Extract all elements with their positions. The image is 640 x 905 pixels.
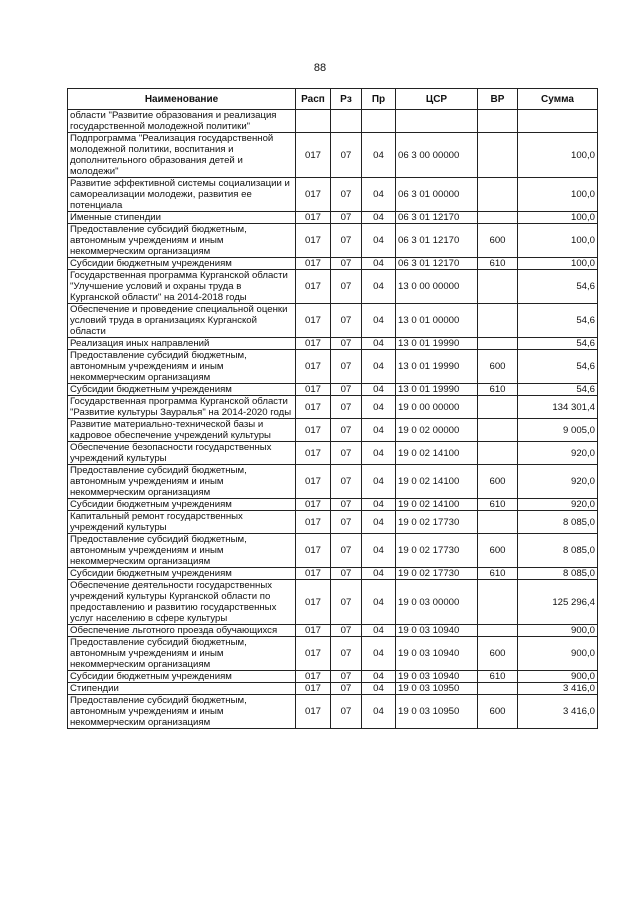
cell-rz: 07: [331, 133, 362, 178]
table-row: [68, 270, 598, 304]
cell-name: Развитие эффективной системы социализации и самореализации молодежи, развития ее потенциала: [68, 178, 296, 212]
cell-pr: 04: [362, 695, 396, 729]
cell-rasp: 017: [296, 224, 331, 258]
table-row: [68, 511, 598, 534]
cell-csr: 19 0 03 10950: [396, 695, 478, 729]
cell-sum: 100,0: [518, 224, 598, 258]
cell-rz: 07: [331, 637, 362, 671]
cell-pr: 04: [362, 683, 396, 695]
table-row: [68, 637, 598, 671]
cell-vr: [478, 419, 518, 442]
header-rz: Рз: [331, 89, 362, 110]
cell-pr: 04: [362, 580, 396, 625]
cell-vr: 600: [478, 534, 518, 568]
header-rasp: Расп: [296, 89, 331, 110]
cell-name: Предоставление субсидий бюджетным, автономным учреждениям и иным некоммерческим организациям: [68, 465, 296, 499]
cell-csr: 06 3 01 12170: [396, 224, 478, 258]
cell-sum: 54,6: [518, 270, 598, 304]
cell-vr: 600: [478, 695, 518, 729]
cell-vr: [478, 396, 518, 419]
cell-vr: [478, 178, 518, 212]
cell-vr: [478, 625, 518, 637]
cell-name: Субсидии бюджетным учреждениям: [68, 671, 296, 683]
cell-pr: 04: [362, 499, 396, 511]
cell-name: Капитальный ремонт государственных учреждений культуры: [68, 511, 296, 534]
cell-sum: 54,6: [518, 338, 598, 350]
cell-pr: 04: [362, 224, 396, 258]
cell-rz: 07: [331, 568, 362, 580]
cell-pr: 04: [362, 442, 396, 465]
table-row: [68, 568, 598, 580]
table-row: [68, 384, 598, 396]
cell-rasp: 017: [296, 212, 331, 224]
cell-pr: 04: [362, 465, 396, 499]
table-row: [68, 212, 598, 224]
table-row: [68, 499, 598, 511]
cell-sum: 54,6: [518, 384, 598, 396]
header-sum: Сумма: [518, 89, 598, 110]
cell-csr: 06 3 01 12170: [396, 258, 478, 270]
header-name: Наименование: [68, 89, 296, 110]
cell-rasp: 017: [296, 419, 331, 442]
cell-vr: [478, 133, 518, 178]
cell-rz: 07: [331, 442, 362, 465]
cell-csr: 19 0 03 10940: [396, 637, 478, 671]
cell-pr: 04: [362, 384, 396, 396]
cell-pr: 04: [362, 671, 396, 683]
cell-rasp: 017: [296, 511, 331, 534]
cell-csr: 19 0 02 14100: [396, 442, 478, 465]
cell-vr: [478, 580, 518, 625]
cell-sum: 54,6: [518, 304, 598, 338]
table-row: [68, 671, 598, 683]
cell-name: Предоставление субсидий бюджетным, автономным учреждениям и иным некоммерческим организациям: [68, 224, 296, 258]
cell-rz: 07: [331, 419, 362, 442]
cell-sum: 9 005,0: [518, 419, 598, 442]
table-header-row: [68, 89, 598, 110]
cell-pr: 04: [362, 178, 396, 212]
cell-rz: 07: [331, 511, 362, 534]
cell-csr: 19 0 03 10950: [396, 683, 478, 695]
cell-vr: 600: [478, 637, 518, 671]
cell-rz: 07: [331, 671, 362, 683]
cell-vr: 600: [478, 350, 518, 384]
cell-rasp: [296, 110, 331, 133]
cell-vr: 610: [478, 568, 518, 580]
cell-csr: 19 0 03 10940: [396, 625, 478, 637]
cell-pr: 04: [362, 212, 396, 224]
cell-rasp: 017: [296, 270, 331, 304]
cell-name: Предоставление субсидий бюджетным, автономным учреждениям и иным некоммерческим организациям: [68, 350, 296, 384]
cell-name: Развитие материально-технической базы и кадровое обеспечение учреждений культуры: [68, 419, 296, 442]
cell-rz: 07: [331, 683, 362, 695]
cell-rasp: 017: [296, 384, 331, 396]
cell-csr: 19 0 02 00000: [396, 419, 478, 442]
cell-csr: [396, 110, 478, 133]
cell-rasp: 017: [296, 178, 331, 212]
cell-rasp: 017: [296, 465, 331, 499]
cell-rz: 07: [331, 695, 362, 729]
cell-csr: 19 0 02 17730: [396, 511, 478, 534]
cell-name: Государственная программа Курганской области "Развитие культуры Зауралья" на 2014-2020 годы: [68, 396, 296, 419]
cell-rz: 07: [331, 338, 362, 350]
cell-csr: 06 3 01 12170: [396, 212, 478, 224]
cell-name: Подпрограмма "Реализация государственной молодежной политики, воспитания и дополнительного образования детей и молодежи": [68, 133, 296, 178]
cell-rz: [331, 110, 362, 133]
table-row: [68, 580, 598, 625]
cell-name: Субсидии бюджетным учреждениям: [68, 568, 296, 580]
cell-sum: 8 085,0: [518, 511, 598, 534]
cell-rz: 07: [331, 304, 362, 338]
cell-vr: [478, 511, 518, 534]
cell-csr: 06 3 01 00000: [396, 178, 478, 212]
table-row: [68, 350, 598, 384]
cell-vr: [478, 212, 518, 224]
cell-sum: 920,0: [518, 465, 598, 499]
cell-csr: 13 0 01 19990: [396, 384, 478, 396]
table-row: [68, 419, 598, 442]
page-number: 88: [313, 62, 327, 74]
cell-pr: 04: [362, 304, 396, 338]
cell-name: Предоставление субсидий бюджетным, автономным учреждениям и иным некоммерческим организациям: [68, 534, 296, 568]
cell-name: Обеспечение деятельности государственных учреждений культуры Курганской области по предоставлению и развитию государственных услуг населению в сфере культуры: [68, 580, 296, 625]
cell-pr: 04: [362, 568, 396, 580]
table-row: [68, 133, 598, 178]
cell-pr: 04: [362, 270, 396, 304]
cell-vr: [478, 442, 518, 465]
cell-vr: [478, 270, 518, 304]
cell-rasp: 017: [296, 580, 331, 625]
cell-rasp: 017: [296, 671, 331, 683]
cell-vr: [478, 338, 518, 350]
cell-rasp: 017: [296, 350, 331, 384]
cell-sum: 100,0: [518, 212, 598, 224]
cell-csr: 13 0 00 00000: [396, 270, 478, 304]
budget-table: [67, 88, 598, 729]
cell-rasp: 017: [296, 534, 331, 568]
cell-rasp: 017: [296, 338, 331, 350]
cell-csr: 19 0 02 17730: [396, 534, 478, 568]
cell-rasp: 017: [296, 304, 331, 338]
cell-csr: 19 0 00 00000: [396, 396, 478, 419]
cell-pr: 04: [362, 338, 396, 350]
cell-rz: 07: [331, 258, 362, 270]
cell-vr: 600: [478, 224, 518, 258]
cell-name: Обеспечение и проведение специальной оценки условий труда в организациях Курганской области: [68, 304, 296, 338]
cell-rasp: 017: [296, 695, 331, 729]
cell-rz: 07: [331, 465, 362, 499]
cell-csr: 19 0 03 10940: [396, 671, 478, 683]
cell-sum: 125 296,4: [518, 580, 598, 625]
cell-rasp: 017: [296, 568, 331, 580]
cell-pr: 04: [362, 625, 396, 637]
cell-sum: 900,0: [518, 671, 598, 683]
cell-rz: 07: [331, 270, 362, 304]
cell-pr: 04: [362, 419, 396, 442]
table-row: [68, 442, 598, 465]
cell-rz: 07: [331, 384, 362, 396]
table-row: [68, 338, 598, 350]
cell-sum: 54,6: [518, 350, 598, 384]
table-row: [68, 258, 598, 270]
cell-csr: 19 0 02 14100: [396, 499, 478, 511]
cell-csr: 13 0 01 19990: [396, 338, 478, 350]
cell-rz: 07: [331, 499, 362, 511]
cell-vr: 610: [478, 671, 518, 683]
cell-name: Стипендии: [68, 683, 296, 695]
cell-csr: 13 0 01 19990: [396, 350, 478, 384]
table-row: [68, 534, 598, 568]
cell-sum: 900,0: [518, 625, 598, 637]
cell-sum: [518, 110, 598, 133]
cell-rz: 07: [331, 212, 362, 224]
header-vr: ВР: [478, 89, 518, 110]
table-row: [68, 396, 598, 419]
cell-pr: 04: [362, 258, 396, 270]
cell-sum: 3 416,0: [518, 695, 598, 729]
cell-pr: [362, 110, 396, 133]
cell-rz: 07: [331, 350, 362, 384]
cell-csr: 06 3 00 00000: [396, 133, 478, 178]
cell-rz: 07: [331, 224, 362, 258]
cell-sum: 3 416,0: [518, 683, 598, 695]
cell-name: Именные стипендии: [68, 212, 296, 224]
table-row: [68, 683, 598, 695]
table-row: [68, 224, 598, 258]
cell-csr: 19 0 03 00000: [396, 580, 478, 625]
cell-rasp: 017: [296, 442, 331, 465]
cell-name: Обеспечение безопасности государственных учреждений культуры: [68, 442, 296, 465]
cell-pr: 04: [362, 350, 396, 384]
cell-name: Субсидии бюджетным учреждениям: [68, 499, 296, 511]
cell-pr: 04: [362, 534, 396, 568]
cell-pr: 04: [362, 637, 396, 671]
cell-rasp: 017: [296, 133, 331, 178]
cell-rz: 07: [331, 396, 362, 419]
cell-vr: [478, 304, 518, 338]
cell-vr: 610: [478, 499, 518, 511]
table-row: [68, 625, 598, 637]
table-row: [68, 695, 598, 729]
cell-sum: 8 085,0: [518, 568, 598, 580]
cell-pr: 04: [362, 133, 396, 178]
cell-sum: 100,0: [518, 178, 598, 212]
cell-pr: 04: [362, 511, 396, 534]
cell-sum: 100,0: [518, 133, 598, 178]
cell-name: Государственная программа Курганской области "Улучшение условий и охраны труда в Курганской области" на 2014-2018 годы: [68, 270, 296, 304]
cell-name: области "Развитие образования и реализация государственной молодежной политики": [68, 110, 296, 133]
cell-name: Обеспечение льготного проезда обучающихся: [68, 625, 296, 637]
cell-csr: 13 0 01 00000: [396, 304, 478, 338]
cell-sum: 900,0: [518, 637, 598, 671]
cell-sum: 134 301,4: [518, 396, 598, 419]
cell-rz: 07: [331, 178, 362, 212]
cell-vr: [478, 683, 518, 695]
cell-rasp: 017: [296, 683, 331, 695]
cell-name: Предоставление субсидий бюджетным, автономным учреждениям и иным некоммерческим организациям: [68, 695, 296, 729]
cell-sum: 920,0: [518, 499, 598, 511]
table-row: [68, 110, 598, 133]
table-row: [68, 465, 598, 499]
cell-rz: 07: [331, 534, 362, 568]
cell-rasp: 017: [296, 637, 331, 671]
cell-rasp: 017: [296, 625, 331, 637]
cell-pr: 04: [362, 396, 396, 419]
cell-vr: [478, 110, 518, 133]
cell-rasp: 017: [296, 396, 331, 419]
cell-name: Субсидии бюджетным учреждениям: [68, 384, 296, 396]
header-csr: ЦСР: [396, 89, 478, 110]
cell-rasp: 017: [296, 258, 331, 270]
cell-sum: 8 085,0: [518, 534, 598, 568]
cell-sum: 100,0: [518, 258, 598, 270]
cell-rz: 07: [331, 625, 362, 637]
cell-vr: 600: [478, 465, 518, 499]
cell-csr: 19 0 02 14100: [396, 465, 478, 499]
cell-rasp: 017: [296, 499, 331, 511]
table-body: [68, 110, 598, 729]
cell-sum: 920,0: [518, 442, 598, 465]
cell-vr: 610: [478, 258, 518, 270]
cell-name: Предоставление субсидий бюджетным, автономным учреждениям и иным некоммерческим организациям: [68, 637, 296, 671]
table-row: [68, 178, 598, 212]
cell-name: Реализация иных направлений: [68, 338, 296, 350]
table-row: [68, 304, 598, 338]
cell-rz: 07: [331, 580, 362, 625]
cell-name: Субсидии бюджетным учреждениям: [68, 258, 296, 270]
cell-vr: 610: [478, 384, 518, 396]
header-pr: Пр: [362, 89, 396, 110]
cell-csr: 19 0 02 17730: [396, 568, 478, 580]
